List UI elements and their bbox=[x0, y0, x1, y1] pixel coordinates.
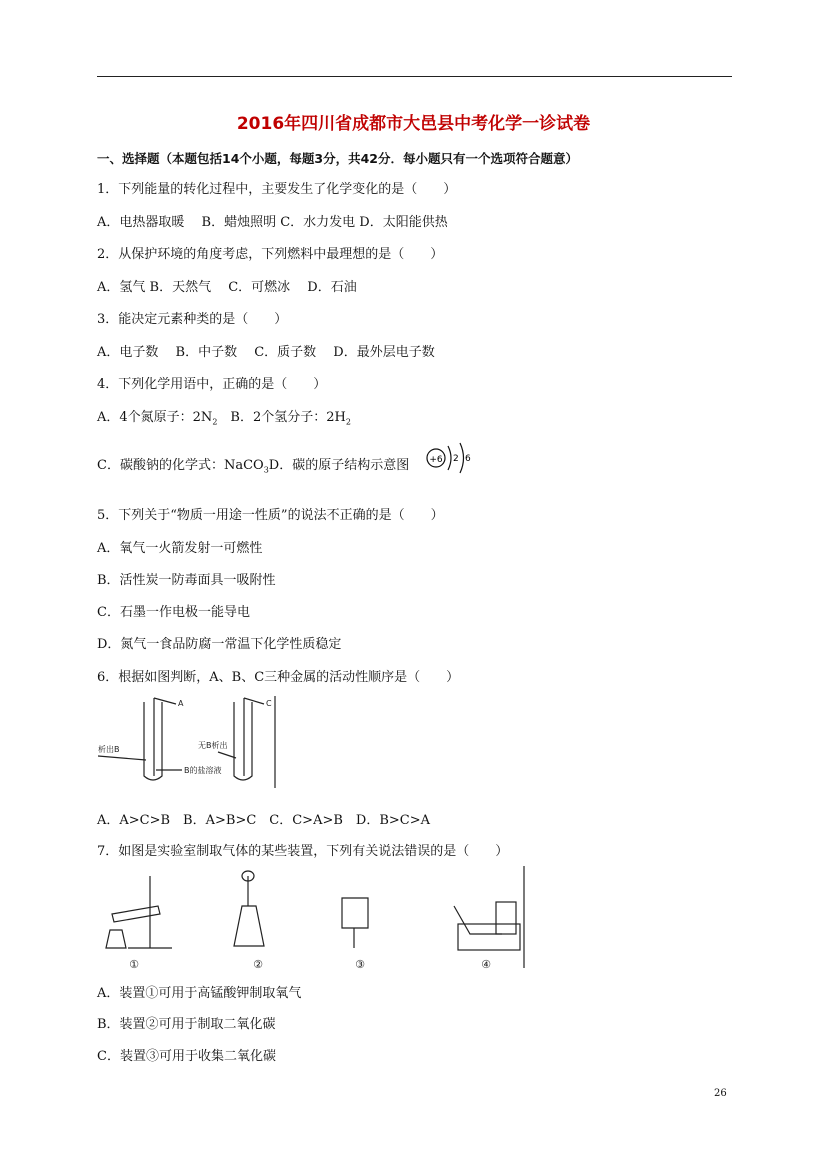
q7-option-a: A．装置①可用于高锰酸钾制取氧气 bbox=[97, 986, 302, 1001]
atom-shell1-label: 2 bbox=[453, 454, 459, 464]
atom-nucleus-label: +6 bbox=[429, 455, 443, 465]
q4-option-a: A．4个氮原子：2N bbox=[97, 410, 213, 425]
page-number: 26 bbox=[714, 1088, 727, 1099]
q5-option-c: C．石墨一作电极一能导电 bbox=[97, 605, 250, 620]
section-heading: 一、选择题（本题包括14个小题，每题3分，共42分．每小题只有一个选项符合题意） bbox=[97, 151, 578, 166]
q7-label-4: ④ bbox=[481, 958, 491, 971]
atom-shell2-label: 6 bbox=[465, 454, 471, 464]
q2-stem: 2．从保护环境的角度考虑，下列燃料中最理想的是（ ） bbox=[97, 247, 444, 262]
q7-apparatus-figure bbox=[98, 866, 526, 976]
q6-stem: 6．根据如图判断，A、B、C三种金属的活动性顺序是（ ） bbox=[97, 670, 460, 685]
q1-options: A．电热器取暖 B．蜡烛照明 C．水力发电 D．太阳能供热 bbox=[97, 215, 448, 230]
q1-stem: 1．下列能量的转化过程中，主要发生了化学变化的是（ ） bbox=[97, 182, 457, 197]
q4-option-d: D．碳的原子结构示意图 bbox=[268, 458, 410, 473]
q7-option-c: C．装置③可用于收集二氧化碳 bbox=[97, 1049, 276, 1064]
q2-options: A．氢气 B．天然气 C．可燃冰 D．石油 bbox=[97, 280, 357, 295]
q7-stem: 7．如图是实验室制取气体的某些装置，下列有关说法错误的是（ ） bbox=[97, 844, 509, 859]
q4-options-ab bbox=[97, 409, 351, 432]
q6-label-c: C bbox=[266, 699, 272, 708]
q3-options: A．电子数 B．中子数 C．质子数 D．最外层电子数 bbox=[97, 345, 435, 360]
q4-option-b-sub: 2 bbox=[345, 417, 351, 427]
q4-option-c-sub: 3 bbox=[263, 465, 269, 475]
q6-label-a: A bbox=[178, 699, 184, 708]
q5-stem: 5．下列关于“物质一用途一性质”的说法不正确的是（ ） bbox=[97, 508, 444, 523]
q4-options-cd bbox=[97, 457, 409, 480]
q3-stem: 3．能决定元素种类的是（ ） bbox=[97, 312, 288, 327]
q4-stem: 4．下列化学用语中，正确的是（ ） bbox=[97, 377, 327, 392]
q4-option-a-sub: 2 bbox=[212, 417, 218, 427]
q7-option-b: B．装置②可用于制取二氧化碳 bbox=[97, 1017, 276, 1032]
q5-option-a: A．氧气一火箭发射一可燃性 bbox=[97, 541, 263, 556]
q6-text-precipitate: 析出B bbox=[98, 745, 120, 754]
q6-test-tubes-figure bbox=[98, 694, 280, 790]
header-rule bbox=[97, 76, 732, 77]
q5-option-d: D．氮气一食品防腐一常温下化学性质稳定 bbox=[97, 637, 342, 652]
page-title: 2016年四川省成都市大邑县中考化学一诊试卷 bbox=[236, 114, 591, 134]
q4-option-c: C．碳酸钠的化学式：NaCO bbox=[97, 458, 264, 473]
q6-text-solution: B的盐溶液 bbox=[184, 766, 222, 775]
q6-options: A．A>C>B B．A>B>C C．C>A>B D．B>C>A bbox=[97, 813, 431, 828]
q7-label-1: ① bbox=[129, 958, 139, 971]
carbon-atom-diagram bbox=[424, 440, 474, 476]
q6-text-no-precipitate: 无B析出 bbox=[198, 741, 228, 750]
q7-label-2: ② bbox=[253, 958, 263, 971]
q5-option-b: B．活性炭一防毒面具一吸附性 bbox=[97, 573, 276, 588]
q4-option-b: B．2个氢分子：2H bbox=[217, 410, 346, 425]
q7-label-3: ③ bbox=[355, 958, 365, 971]
